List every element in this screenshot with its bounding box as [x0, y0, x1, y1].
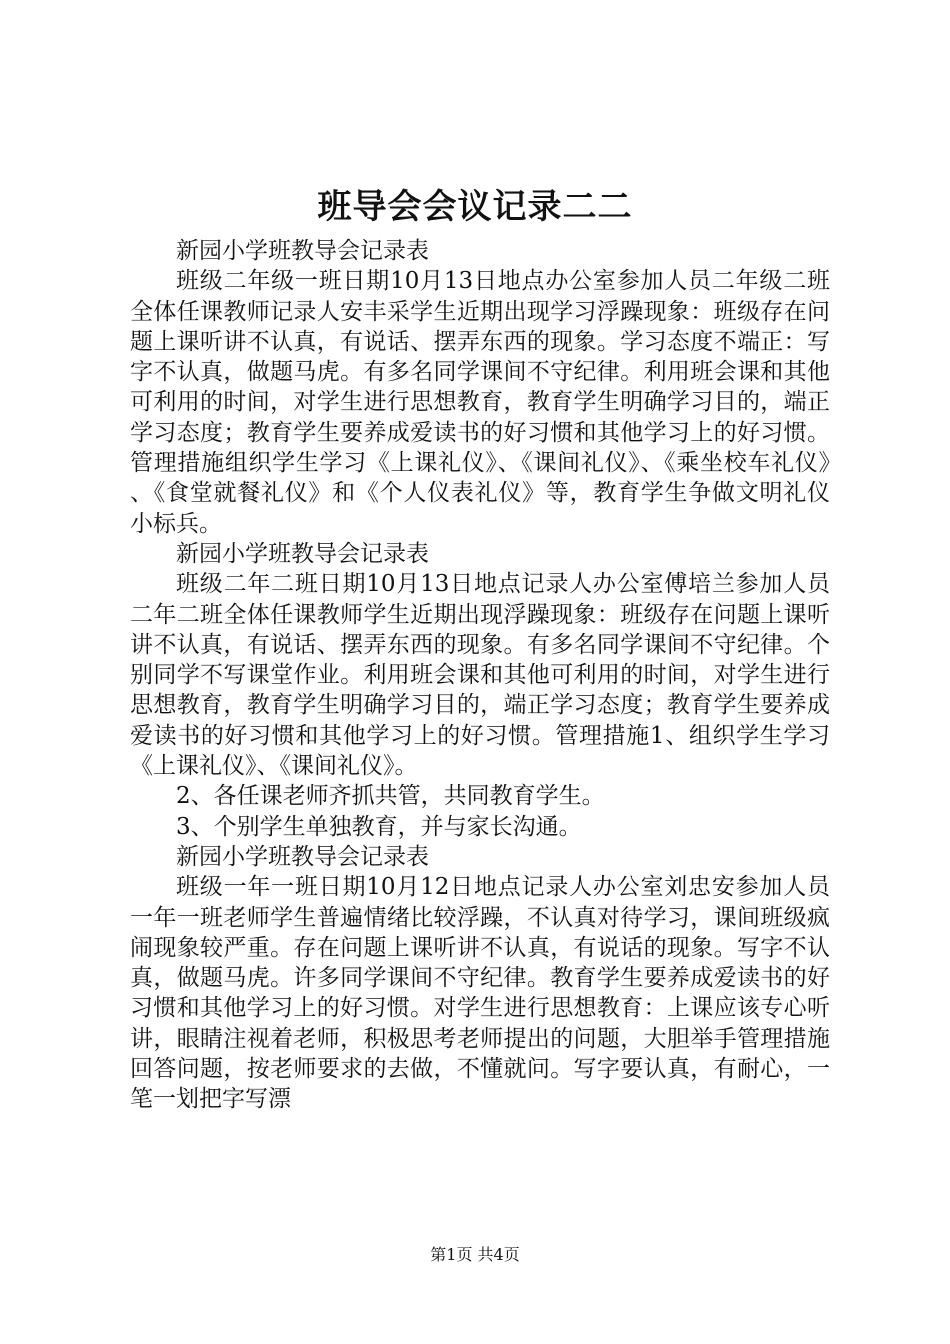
- page-title: 班导会会议记录二二: [317, 187, 633, 227]
- body-paragraph: 班级二年级一班日期10月13日地点办公室参加人员二年级二班全体任课教师记录人安丰采学生近期出现学习浮躁现象：班级存在问题上课听讲不认真，有说话、摆弄东西的现象。学习态度不端正：写字不认真，做题马虎。有多名同学课间不守纪律。利用班会课和其他可利用的时间，对学生进行思想教育，教育学生明确学习目的，端正学习态度；教育学生要养成爱读书的好习惯和其他学习上的好习惯。管理措施组织学生学习《上课礼仪》、《课间礼仪》、《乘坐校车礼仪》、《食堂就餐礼仪》和《个人仪表礼仪》等，教育学生争做文明礼仪小标兵。: [130, 268, 830, 537]
- page-footer: 第1页 共4页: [430, 1245, 520, 1264]
- section-heading: 新园小学班教导会记录表: [176, 238, 429, 264]
- body-paragraph: 班级一年一班日期10月12日地点记录人办公室刘忠安参加人员一年一班老师学生普遍情绪比较浮躁，不认真对待学习，课间班级疯闹现象较严重。存在问题上课听讲不认真，有说话的现象。写字不认真，做题马虎。许多同学课间不守纪律。教育学生要养成爱读书的好习惯和其他学习上的好习惯。对学生进行思想教育：上课应该专心听讲，眼睛注视着老师，积极思考老师提出的问题，大胆举手管理措施回答问题，按老师要求的去做，不懂就问。写字要认真，有耐心，一笔一划把字写漂: [130, 874, 830, 1113]
- list-item: 3、个别学生单独教育，并与家长沟通。: [176, 813, 582, 840]
- section-heading: 新园小学班教导会记录表: [176, 843, 429, 870]
- body-paragraph: 班级二年二班日期10月13日地点记录人办公室傅培兰参加人员二年二班全体任课教师学生近期出现浮躁现象：班级存在问题上课听讲不认真，有说话、摆弄东西的现象。有多名同学课间不守纪律。个别同学不写课堂作业。利用班会课和其他可利用的时间，对学生进行思想教育，教育学生明确学习目的，端正学习态度；教育学生要养成爱读书的好习惯和其他学习上的好习惯。管理措施1、组织学生学习《上课礼仪》、《课间礼仪》。: [130, 571, 830, 780]
- document-body: [130, 236, 830, 1115]
- list-item: 2、各任课老师齐抓共管，共同教育学生。: [176, 783, 605, 810]
- section-heading: 新园小学班教导会记录表: [176, 540, 429, 567]
